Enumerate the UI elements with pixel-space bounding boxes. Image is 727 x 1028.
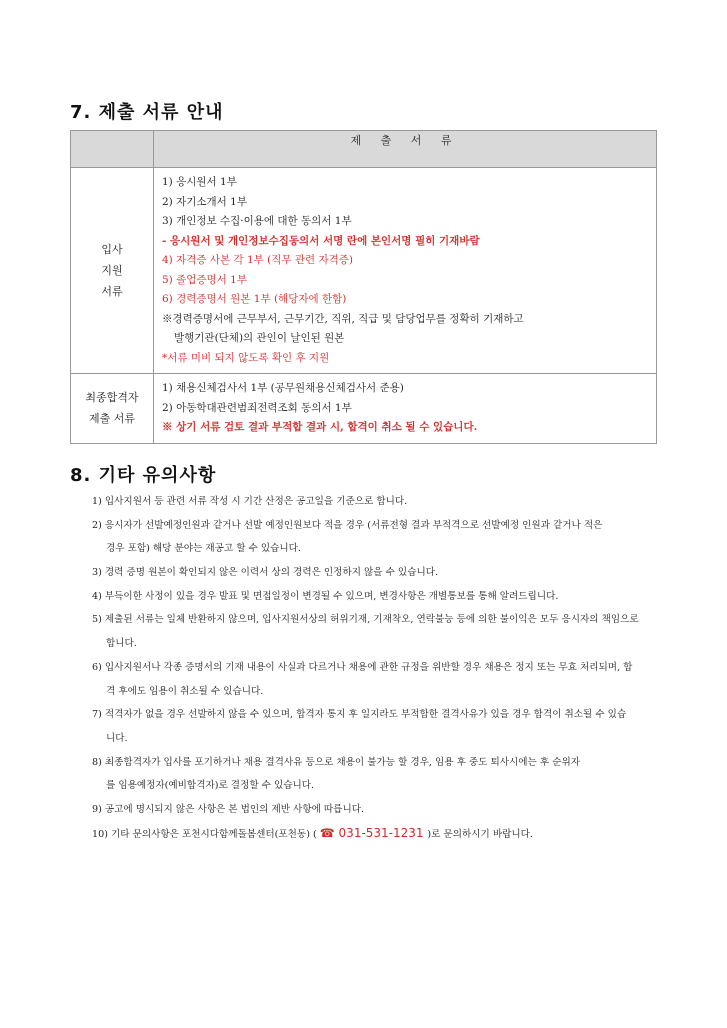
doc-item: 2) 아동학대관련범죄전력조회 동의서 1부 <box>162 401 352 414</box>
items-cell <box>154 168 657 374</box>
note-line: 를 임용예정자(예비합격자)로 결정할 수 있습니다. <box>106 780 315 792</box>
note-line: 5) 제출된 서류는 일체 반환하지 않으며, 입사지원서상의 허위기재, 기재착오, 연락불능 등에 의한 불이익은 모두 응시자의 책임으로 <box>92 614 639 626</box>
doc-item: 5) 졸업증명서 1부 <box>162 273 247 286</box>
note-line: 4) 부득이한 사정이 있을 경우 발표 및 면접일정이 변경될 수 있으며, 변경사항은 개별통보를 통해 알려드립니다. <box>92 590 559 602</box>
doc-item: 3) 개인정보 수집·이용에 대한 동의서 1부 <box>162 215 352 227</box>
doc-item: ※ 상기 서류 검토 결과 부적합 결과 시, 합격이 취소 될 수 있습니다. <box>162 421 478 433</box>
table-row <box>71 168 657 374</box>
note-line: 1) 입사지원서 등 관련 서류 작성 시 기간 산정은 공고일을 기준으로 합니다. <box>92 496 408 507</box>
phone-number: 031-531-1231 <box>334 825 428 840</box>
category-line: 제출 서류 <box>88 412 135 426</box>
note-line: 격 후에도 임용이 취소될 수 있습니다. <box>106 685 264 697</box>
note-line: 3) 경력 증명 원본이 확인되지 않은 이력서 상의 경력은 인정하지 않을 수 있습니다. <box>92 567 439 579</box>
note-line: 9) 공고에 명시되지 않은 사항은 본 법인의 제반 사항에 따릅니다. <box>92 803 365 815</box>
doc-item: 2) 자기소개서 1부 <box>162 195 247 208</box>
category-cell <box>71 168 154 374</box>
notes-list <box>92 490 672 845</box>
header-empty-cell <box>71 131 154 168</box>
table-header-row <box>71 131 657 168</box>
note-line: 8) 최종합격자가 입사를 포기하거나 채용 결격사유 등으로 채용이 불가능 할 경우, 임용 후 중도 퇴사시에는 후 순위자 <box>92 756 580 768</box>
doc-item: *서류 미비 되지 않도록 확인 후 지원 <box>162 351 330 364</box>
contact-prefix: 10) 기타 문의사항은 포천시다함께돌봄센터(포천동) ( <box>92 828 320 840</box>
section-7-title: 7. 제출 서류 안내 <box>70 102 224 123</box>
category-line: 지원 <box>101 264 123 277</box>
doc-item: 1) 채용신체검사서 1부 (공무원채용신체검사서 준용) <box>162 382 404 394</box>
contact-line <box>92 822 672 846</box>
items-cell <box>154 374 657 444</box>
doc-item: 발행기관(단체)의 관인이 날인된 원본 <box>174 332 345 344</box>
table-row <box>71 374 657 444</box>
doc-item: - 응시원서 및 개인정보수집동의서 서명 란에 본인서명 필히 기재바람 <box>162 234 480 247</box>
note-line: 7) 적격자가 없을 경우 선발하지 않을 수 있으며, 합격자 통지 후 일지라도 부적합한 결격사유가 있을 경우 합격이 취소될 수 있습 <box>92 709 627 721</box>
note-line: 2) 응시자가 선발예정인원과 같거나 선발 예정인원보다 적을 경우 (서류전형 결과 부적격으로 선발예정 인원과 같거나 적은 <box>92 519 603 531</box>
section-8-title: 8. 기타 유의사항 <box>70 465 217 486</box>
contact-suffix: )로 문의하시기 바랍니다. <box>427 828 533 840</box>
note-line: 6) 입사지원서나 각종 증명서의 기재 내용이 사실과 다르거나 채용에 관한 규정을 위반할 경우 채용은 정지 또는 무효 처리되며, 합 <box>92 661 633 673</box>
category-line: 최종합격자 <box>85 391 139 405</box>
category-cell <box>71 374 154 444</box>
phone-icon: ☎ <box>319 825 335 840</box>
doc-item: 4) 자격증 사본 각 1부 (직무 관련 자격증) <box>162 254 354 266</box>
doc-item: ※경력증명서에 근무부서, 근무기간, 직위, 직급 및 담당업무를 정확히 기재하고 <box>162 312 524 325</box>
note-line: 니다. <box>106 732 128 744</box>
category-line: 입사 <box>101 243 123 256</box>
category-line: 서류 <box>101 285 123 298</box>
documents-table <box>70 130 657 444</box>
note-line: 합니다. <box>106 638 137 650</box>
doc-item: 1) 응시원서 1부 <box>162 176 237 188</box>
table-header: 제 출 서 류 <box>154 131 657 168</box>
doc-item: 6) 경력증명서 원본 1부 (해당자에 한함) <box>162 293 347 305</box>
note-line: 경우 포함) 해당 분야는 재공고 할 수 있습니다. <box>106 543 301 555</box>
